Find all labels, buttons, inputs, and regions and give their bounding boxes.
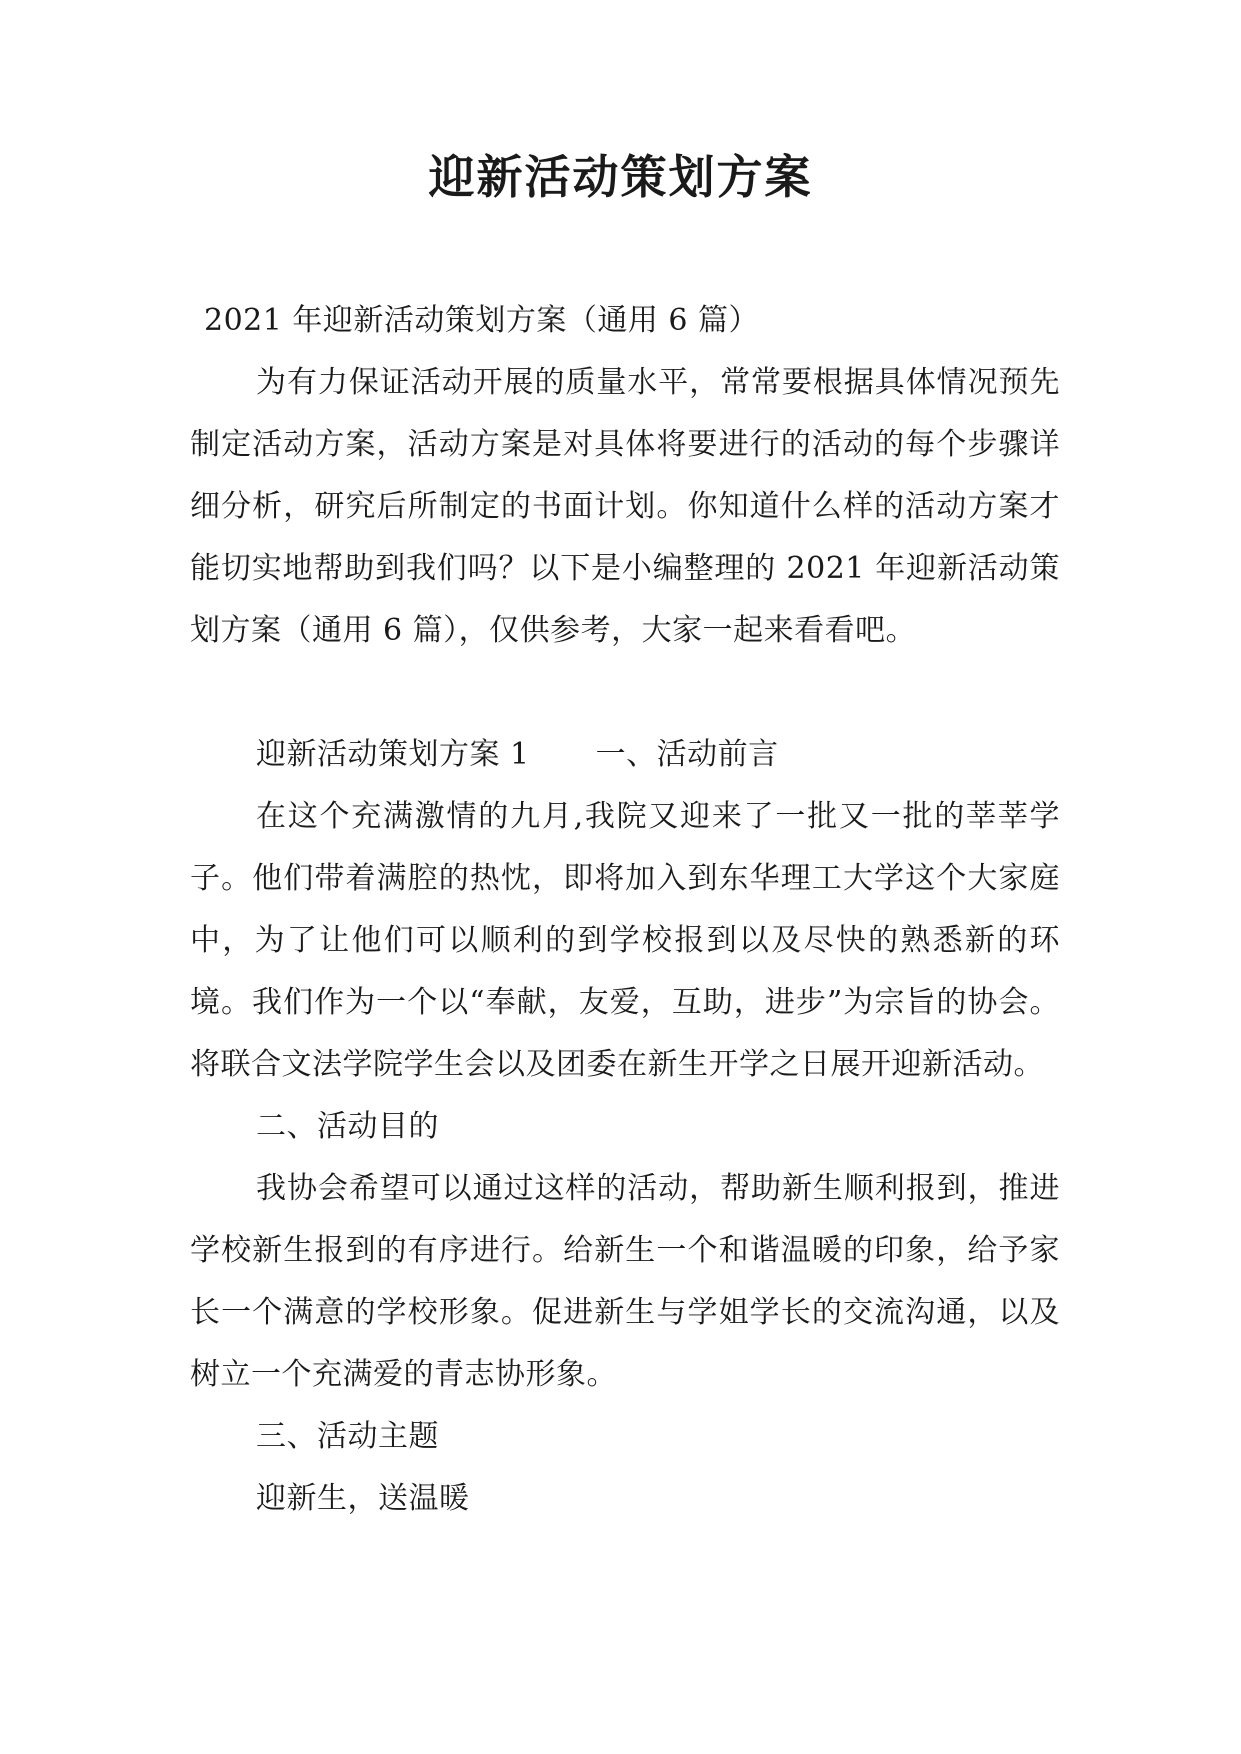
section-heading-preface: 一、活动前言 — [595, 737, 779, 772]
intro-paragraph: 为有力保证活动开展的质量水平，常常要根据具体情况预先制定活动方案，活动方案是对具体将要进行的活动的每个步骤详细分析，研究后所制定的书面计划。你知道什么样的活动方案才能切实地帮助到我们吗？以下是小编整理的 2021 年迎新活动策划方案（通用 6 篇），仅供参考，大家一起来看看吧。 — [190, 365, 1060, 648]
purpose-heading: 二、活动目的 — [256, 1109, 439, 1144]
document-subtitle: 2021 年迎新活动策划方案（通用 6 篇） — [204, 303, 760, 338]
theme-heading: 三、活动主题 — [256, 1419, 439, 1454]
section-heading-line — [190, 724, 1060, 786]
preface-paragraph: 在这个充满激情的九月,我院又迎来了一批又一批的莘莘学子。他们带着满腔的热忱，即将加入到东华理工大学这个大家庭中，为了让他们可以顺利的到学校报到以及尽快的熟悉新的环境。我们作为一个以“奉献，友爱，互助，进步”为宗旨的协会。将联合文法学院学生会以及团委在新生开学之日展开迎新活动。 — [190, 799, 1060, 1082]
purpose-paragraph: 我协会希望可以通过这样的活动，帮助新生顺利报到，推进学校新生报到的有序进行。给新生一个和谐温暖的印象，给予家长一个满意的学校形象。促进新生与学姐学长的交流沟通，以及树立一个充满爱的青志协形象。 — [190, 1171, 1060, 1392]
document-title: 迎新活动策划方案 — [428, 150, 813, 204]
theme-paragraph: 迎新生，送温暖 — [256, 1481, 470, 1516]
paragraph-spacer — [190, 662, 1060, 724]
document-body — [190, 290, 1060, 1530]
section-name: 迎新活动策划方案 1 — [256, 737, 530, 772]
